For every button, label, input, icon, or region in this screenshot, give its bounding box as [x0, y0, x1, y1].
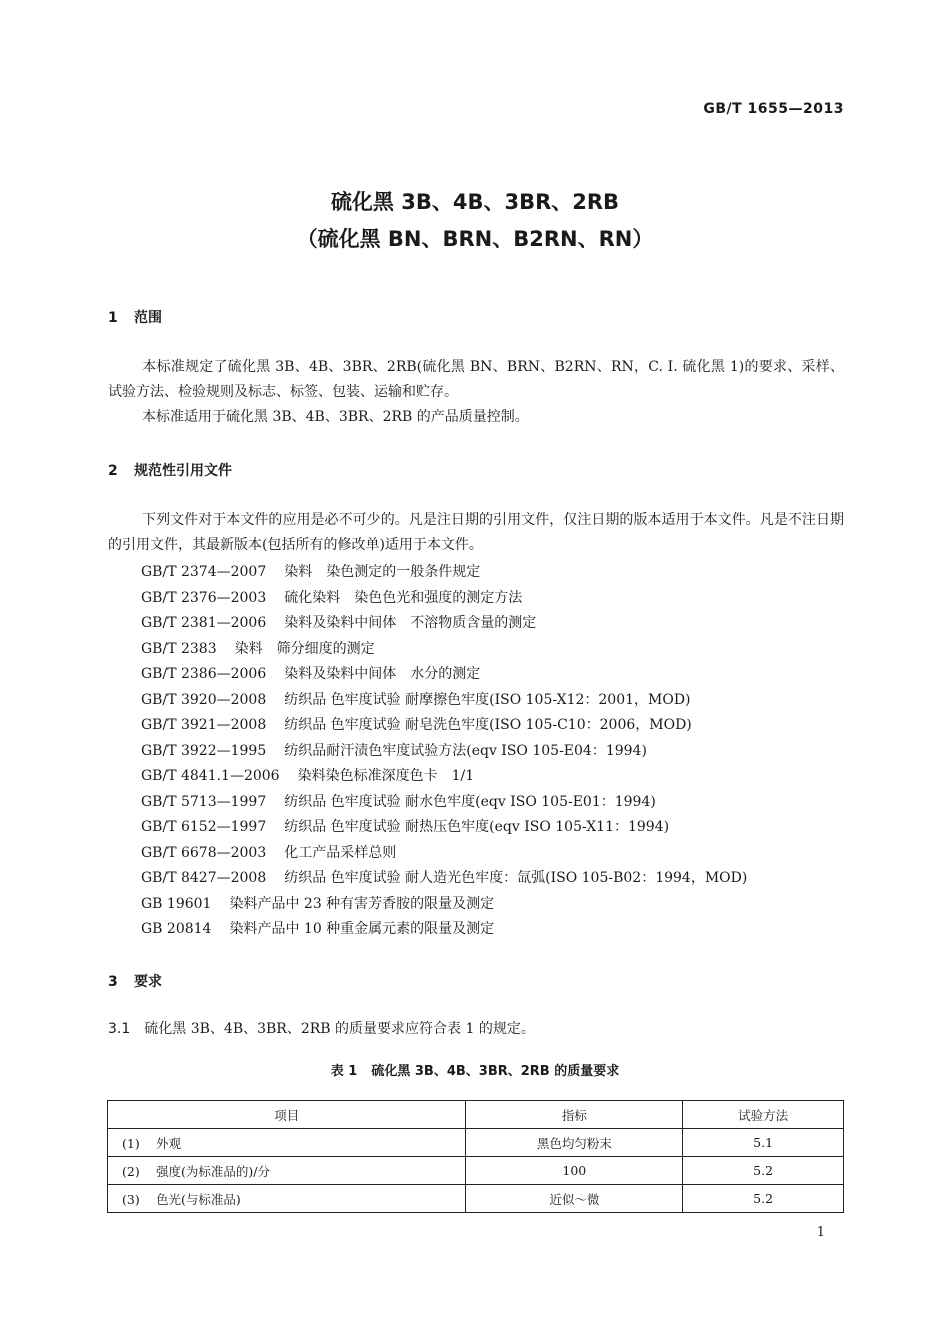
reference-list — [141, 560, 747, 943]
section-heading-requirements — [108, 971, 162, 991]
reference-code: GB/T 3922—1995 — [141, 742, 267, 759]
item-name: 强度(为标准品的)/分 — [156, 1163, 270, 1179]
reference-code: GB/T 4841.1—2006 — [141, 768, 280, 784]
document-subtitle: （硫化黑 BN、BRN、B2RN、RN） — [296, 227, 654, 251]
section-heading-normative-references — [108, 460, 232, 480]
reference-code: GB 20814 — [141, 921, 212, 937]
method-cell: 5.2 — [683, 1185, 844, 1213]
section-title: 范围 — [134, 310, 162, 326]
paragraph-text: 本标准规定了硫化黑 3B、4B、3BR、2RB(硫化黑 BN、BRN、B2RN、RN，C. I. 硫化黑 1)的要求、采样、试验方法、检验规则及标志、标签、包装、运输和贮存。 — [108, 359, 844, 400]
reference-code: GB/T 2386—2006 — [141, 666, 267, 682]
quality-requirements-table — [107, 1100, 844, 1213]
reference-title: 化工产品采样总则 — [284, 844, 397, 861]
reference-title: 染料 筛分细度的测定 — [234, 640, 375, 657]
reference-item — [141, 764, 747, 790]
reference-item — [141, 739, 747, 765]
reference-item — [141, 637, 747, 663]
reference-item — [141, 713, 747, 739]
reference-code: GB/T 3920—2008 — [141, 691, 267, 708]
section-title: 规范性引用文件 — [134, 463, 232, 479]
reference-item — [141, 892, 747, 918]
reference-title: 染料产品中 10 种重金属元素的限量及测定 — [229, 921, 495, 937]
reference-item — [141, 611, 747, 637]
reference-item — [141, 866, 747, 892]
reference-title: 纺织品 色牢度试验 耐摩擦色牢度(ISO 105-X12：2001，MOD) — [284, 691, 691, 708]
reference-code: GB/T 2383 — [141, 640, 217, 657]
reference-item — [141, 917, 747, 943]
spec-cell: 黑色均匀粉末 — [466, 1129, 683, 1157]
reference-code: GB/T 6678—2003 — [141, 844, 267, 861]
reference-title: 染料产品中 23 种有害芳香胺的限量及测定 — [229, 895, 495, 912]
table-number: 表 1 — [330, 1064, 358, 1079]
table-title: 硫化黑 3B、4B、3BR、2RB 的质量要求 — [371, 1064, 620, 1079]
reference-title: 硫化染料 染色色光和强度的测定方法 — [284, 589, 523, 606]
reference-item — [141, 815, 747, 841]
reference-item — [141, 560, 747, 586]
item-number: (1) — [122, 1135, 140, 1151]
reference-title: 染料及染料中间体 不溶物质含量的测定 — [284, 615, 537, 631]
reference-code: GB/T 5713—1997 — [141, 793, 267, 810]
spec-cell: 100 — [466, 1157, 683, 1185]
table-row — [108, 1129, 844, 1157]
clause-number: 3.1 — [108, 1021, 131, 1037]
reference-item — [141, 586, 747, 612]
reference-code: GB/T 2374—2007 — [141, 564, 267, 580]
reference-title: 纺织品 色牢度试验 耐人造光色牢度：氙弧(ISO 105-B02：1994，MOD) — [284, 870, 748, 886]
table-row — [108, 1185, 844, 1213]
references-intro — [108, 508, 844, 558]
section-title: 要求 — [134, 974, 162, 990]
reference-title: 纺织品 色牢度试验 耐水色牢度(eqv ISO 105-E01：1994) — [284, 793, 656, 810]
paragraph-text: 本标准适用于硫化黑 3B、4B、3BR、2RB 的产品质量控制。 — [142, 409, 529, 425]
item-number: (2) — [122, 1163, 140, 1179]
section-number: 1 — [108, 310, 118, 326]
spec-cell: 近似～微 — [466, 1185, 683, 1213]
section-number: 2 — [108, 463, 118, 479]
reference-item — [141, 688, 747, 714]
item-number: (3) — [122, 1191, 140, 1207]
item-cell — [108, 1157, 466, 1185]
method-cell: 5.1 — [683, 1129, 844, 1157]
column-header-item: 项目 — [108, 1101, 466, 1129]
clause-text: 硫化黑 3B、4B、3BR、2RB 的质量要求应符合表 1 的规定。 — [144, 1021, 535, 1037]
column-header-spec: 指标 — [466, 1101, 683, 1129]
section-heading-scope — [108, 307, 162, 327]
paragraph-text: 下列文件对于本文件的应用是必不可少的。凡是注日期的引用文件，仅注日期的版本适用于本文件。凡是不注日期的引用文件，其最新版本(包括所有的修改单)适用于本文件。 — [108, 512, 844, 553]
reference-code: GB/T 8427—2008 — [141, 870, 267, 886]
reference-title: 纺织品 色牢度试验 耐热压色牢度(eqv ISO 105-X11：1994) — [284, 819, 670, 835]
reference-code: GB/T 2381—2006 — [141, 615, 267, 631]
item-name: 色光(与标准品) — [156, 1191, 241, 1207]
document-title: 硫化黑 3B、4B、3BR、2RB — [330, 190, 620, 214]
table-caption — [0, 1060, 950, 1079]
table-header-row — [108, 1101, 844, 1129]
reference-code: GB 19601 — [141, 895, 212, 912]
reference-title: 染料及染料中间体 水分的测定 — [284, 666, 481, 682]
reference-code: GB/T 6152—1997 — [141, 819, 267, 835]
clause-3-1 — [108, 1018, 535, 1038]
reference-item — [141, 841, 747, 867]
item-cell — [108, 1185, 466, 1213]
item-cell — [108, 1129, 466, 1157]
scope-paragraph-1 — [108, 355, 844, 405]
reference-title: 纺织品耐汗渍色牢度试验方法(eqv ISO 105-E04：1994) — [284, 742, 647, 759]
reference-item — [141, 790, 747, 816]
standard-code: GB/T 1655—2013 — [703, 101, 844, 117]
scope-paragraph-2 — [108, 405, 844, 430]
reference-title: 染料 染色测定的一般条件规定 — [284, 564, 481, 580]
reference-item — [141, 662, 747, 688]
reference-title: 纺织品 色牢度试验 耐皂洗色牢度(ISO 105-C10：2006，MOD) — [284, 717, 692, 733]
item-name: 外观 — [156, 1135, 182, 1151]
reference-title: 染料染色标准深度色卡 1/1 — [297, 768, 475, 784]
method-cell: 5.2 — [683, 1157, 844, 1185]
reference-code: GB/T 2376—2003 — [141, 589, 267, 606]
reference-code: GB/T 3921—2008 — [141, 717, 267, 733]
table-row — [108, 1157, 844, 1185]
section-number: 3 — [108, 974, 118, 990]
column-header-method: 试验方法 — [683, 1101, 844, 1129]
page-number: 1 — [816, 1225, 825, 1240]
